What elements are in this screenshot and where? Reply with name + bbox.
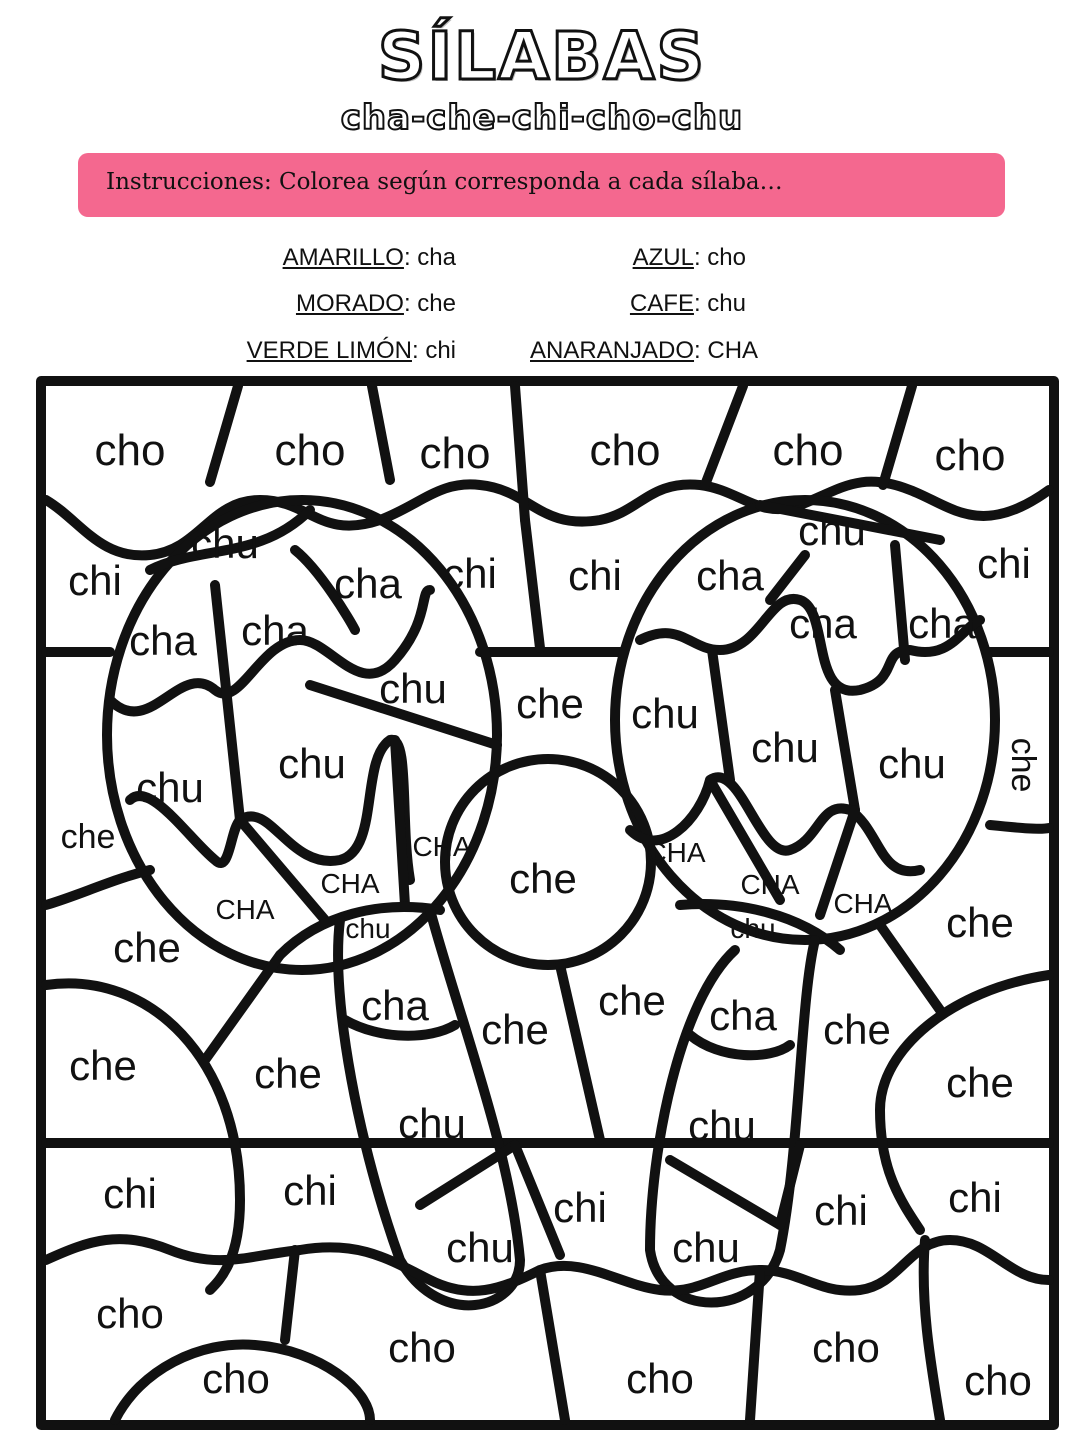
key-color-name: MORADO	[295, 290, 404, 317]
key-syllable: cho	[707, 244, 746, 271]
label-cha: cha	[789, 600, 857, 647]
label-che: che	[946, 899, 1014, 946]
label-CHA: CHA	[833, 888, 893, 919]
label-che: che	[60, 818, 116, 856]
label-cho: cho	[626, 1355, 694, 1402]
label-cho: cho	[94, 426, 166, 475]
label-chu: chu	[672, 1224, 740, 1271]
label-chi: chi	[283, 1167, 337, 1214]
label-cha: cha	[696, 552, 764, 599]
label-che: che	[823, 1006, 891, 1053]
label-chi: chi	[568, 552, 622, 599]
label-cha: cha	[241, 607, 309, 654]
label-CHA: CHA	[740, 869, 800, 900]
key-color-name: ANARANJADO	[530, 337, 695, 364]
key-color-name: AMARILLO	[282, 244, 404, 271]
label-CHA: CHA	[412, 831, 472, 862]
label-che: che	[254, 1050, 322, 1097]
label-chu: chu	[730, 913, 776, 944]
label-chu: chu	[688, 1102, 756, 1149]
label-chi: chi	[948, 1174, 1002, 1221]
label-chi: chi	[443, 550, 497, 597]
label-che: che	[598, 977, 666, 1024]
label-cho: cho	[964, 1357, 1032, 1404]
label-cha: cha	[709, 992, 777, 1039]
label-cha: cha	[129, 617, 197, 664]
key-color-name: CAFE	[629, 290, 694, 317]
key-anaranjado: ANARANJADO: CHA	[530, 337, 759, 364]
key-syllable: cha	[417, 244, 456, 271]
label-che: che	[509, 855, 577, 902]
label-cho: cho	[812, 1324, 880, 1371]
key-color-name: AZUL	[632, 244, 694, 271]
label-chu: chu	[446, 1224, 514, 1271]
key-amarillo: AMARILLO: cha	[282, 244, 456, 271]
key-azul: AZUL: cho	[632, 244, 746, 271]
label-cha: cha	[908, 600, 976, 647]
key-morado: MORADO: che	[295, 290, 456, 317]
key-cafe: CAFE: chu	[629, 290, 746, 317]
label-CHA: CHA	[320, 868, 380, 899]
key-color-name: VERDE LIMÓN	[246, 337, 412, 364]
label-che: che	[946, 1059, 1014, 1106]
key-syllable: chu	[707, 290, 746, 317]
label-cho: cho	[202, 1355, 270, 1402]
label-chi: chi	[814, 1187, 868, 1234]
label-cho: cho	[388, 1324, 456, 1371]
label-chu: chu	[878, 740, 946, 787]
label-chi: chi	[103, 1170, 157, 1217]
label-chi: chi	[553, 1184, 607, 1231]
page-subtitle: cha-che-chi-cho-chu	[340, 98, 744, 138]
label-che: che	[481, 1006, 549, 1053]
label-cho: cho	[772, 426, 844, 475]
label-chu: chu	[278, 740, 346, 787]
page-title: SÍLABAS	[377, 18, 707, 95]
label-chu: chu	[751, 724, 819, 771]
label-chi: chi	[977, 540, 1031, 587]
label-chi: chi	[68, 557, 122, 604]
label-chu: chu	[191, 520, 259, 567]
key-syllable: chi	[425, 337, 456, 364]
key-verde-limon: VERDE LIMÓN: chi	[246, 337, 456, 364]
label-cho: cho	[934, 431, 1006, 480]
label-chu: chu	[345, 913, 391, 944]
label-chu: chu	[398, 1100, 466, 1147]
key-syllable: CHA	[707, 337, 759, 364]
label-chu: chu	[136, 764, 204, 811]
label-che: che	[1004, 737, 1042, 793]
label-che: che	[516, 680, 584, 727]
label-CHA: CHA	[215, 894, 275, 925]
label-CHA: CHA	[646, 837, 706, 868]
label-che: che	[69, 1042, 137, 1089]
label-cho: cho	[96, 1290, 164, 1337]
label-cho: cho	[589, 426, 661, 475]
label-chu: chu	[631, 690, 699, 737]
label-cha: cha	[361, 982, 429, 1029]
label-chu: chu	[798, 507, 866, 554]
key-syllable: che	[417, 290, 456, 317]
label-che: che	[113, 924, 181, 971]
instructions-text: Instrucciones: Colorea según corresponda a cada sílaba…	[106, 169, 783, 195]
label-chu: chu	[379, 665, 447, 712]
label-cha: cha	[334, 560, 402, 607]
label-cho: cho	[274, 426, 346, 475]
label-cho: cho	[419, 429, 491, 478]
